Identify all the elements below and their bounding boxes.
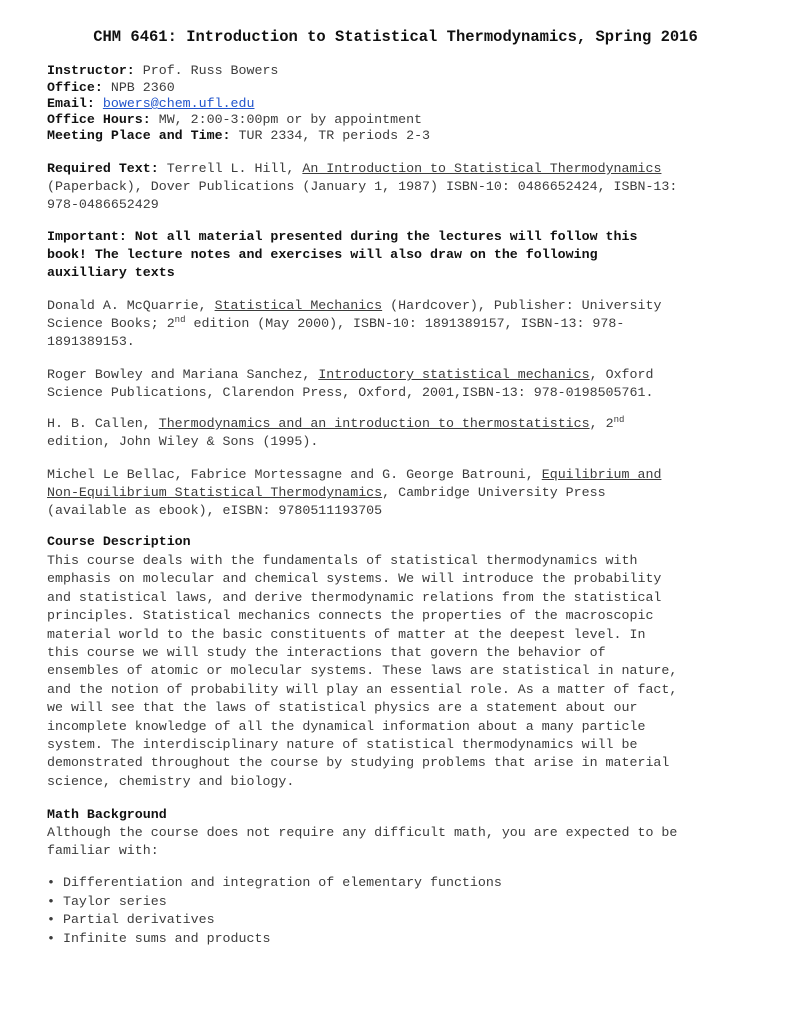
reference-1-edition-post: edition (May 2000), ISBN-10: 1891389157, ISBN-13: 978- bbox=[185, 316, 625, 331]
reference-2-title: Introductory statistical mechanics bbox=[318, 367, 590, 382]
required-text-line bbox=[47, 160, 661, 178]
meeting-line bbox=[47, 127, 430, 145]
reference-1-line-2 bbox=[47, 315, 624, 333]
reference-1-publisher: (Hardcover), Publisher: University bbox=[390, 298, 662, 313]
math-background-heading bbox=[47, 806, 167, 824]
math-background-line-1: Although the course does not require any difficult math, you are expected to be bbox=[47, 825, 678, 840]
reference-2-line-1 bbox=[47, 366, 653, 384]
reference-2-line-2: Science Publications, Clarendon Press, Oxford, 2001,ISBN-13: 978-0198505761. bbox=[47, 385, 654, 400]
math-bullet-item: • Partial derivatives bbox=[47, 912, 215, 927]
reference-3-line-2: edition, John Wiley & Sons (1995). bbox=[47, 434, 319, 449]
important-note-line-1 bbox=[47, 228, 637, 246]
reference-4-line-2 bbox=[47, 484, 606, 502]
reference-4-post: , Cambridge University Press bbox=[382, 485, 606, 500]
required-book-title: An Introduction to Statistical Thermodynamics bbox=[302, 161, 662, 176]
reference-4-authors: Michel Le Bellac, Fabrice Mortessagne and G. George Batrouni, bbox=[47, 467, 534, 482]
important-text-3: auxilliary texts bbox=[47, 265, 175, 280]
course-description-line: emphasis on molecular and chemical systems. We will introduce the probability bbox=[47, 571, 662, 587]
course-description-line: incomplete knowledge of all the dynamical information about a many particle bbox=[47, 718, 646, 734]
reference-1-sup: nd bbox=[174, 315, 186, 325]
page-title: CHM 6461: Introduction to Statistical Thermodynamics, Spring 2016 bbox=[93, 28, 698, 46]
email-label: Email: bbox=[47, 96, 95, 111]
course-description-line: demonstrated throughout the course by studying problems that arise in material bbox=[47, 755, 670, 771]
math-bullet-item: • Infinite sums and products bbox=[47, 930, 271, 946]
reference-1-author: Donald A. McQuarrie, bbox=[47, 298, 207, 313]
reference-3-post: , 2 bbox=[589, 416, 614, 431]
math-bullet-item: • Taylor series bbox=[47, 893, 167, 909]
course-description-line: we will see that the laws of statistical physics are a statement about our bbox=[47, 700, 638, 716]
office-value: NPB 2360 bbox=[110, 80, 175, 95]
required-text-line-3: 978-0486652429 bbox=[47, 197, 159, 212]
course-description-heading-text: Course Description bbox=[47, 534, 191, 549]
course-description-line: and the notion of probability will play an essential role. As a matter of fact, bbox=[47, 681, 678, 697]
course-description-line: science, chemistry and biology. bbox=[47, 773, 295, 789]
reference-2-post: , Oxford bbox=[589, 367, 654, 382]
meeting-label: Meeting Place and Time: bbox=[47, 128, 231, 143]
reference-3-sup: nd bbox=[613, 415, 625, 425]
office-label: Office: bbox=[47, 80, 103, 95]
instructor-line bbox=[47, 62, 278, 80]
reference-3-line-1 bbox=[47, 415, 624, 433]
important-text-2: book! The lecture notes and exercises will also draw on the following bbox=[47, 247, 598, 262]
course-description-line: principles. Statistical mechanics connects the properties of the macroscopic bbox=[47, 608, 654, 624]
reference-1-title: Statistical Mechanics bbox=[214, 298, 383, 313]
office-hours-value: MW, 2:00-3:00pm or by appointment bbox=[158, 112, 423, 127]
math-background-heading-text: Math Background bbox=[47, 807, 167, 822]
office-hours-label: Office Hours: bbox=[47, 112, 151, 127]
instructor-label: Instructor: bbox=[47, 63, 135, 78]
course-description-line: and statistical laws, and derive thermodynamic relations from the statistical bbox=[47, 589, 662, 605]
required-author: Terrell L. Hill, bbox=[166, 161, 295, 176]
required-text-line-2: (Paperback), Dover Publications (January 1, 1987) ISBN-10: 0486652424, ISBN-13: bbox=[47, 179, 678, 194]
instructor-value: Prof. Russ Bowers bbox=[142, 63, 279, 78]
math-bullet-item: • Differentiation and integration of elementary functions bbox=[47, 875, 502, 890]
course-description-line: system. The interdisciplinary nature of statistical thermodynamics will be bbox=[47, 737, 638, 752]
required-text-label: Required Text: bbox=[47, 161, 159, 176]
math-background-line-2: familiar with: bbox=[47, 843, 159, 858]
important-text-1: Important: Not all material presented during the lectures will follow this bbox=[47, 229, 638, 244]
course-description-line: this course we will study the interactions that govern the behavior of bbox=[47, 645, 606, 660]
course-description-line: material world to the basic constituents of matter at the deepest level. In bbox=[47, 626, 646, 642]
course-description-heading bbox=[47, 533, 191, 551]
reference-1-line-3: 1891389153. bbox=[47, 334, 135, 349]
reference-3-title: Thermodynamics and an introduction to thermostatistics bbox=[158, 416, 590, 431]
reference-4-line-3: (available as ebook), eISBN: 9780511193705 bbox=[47, 503, 383, 518]
reference-1-edition-pre: Science Books; 2 bbox=[47, 316, 175, 331]
important-note-line-2 bbox=[47, 246, 598, 264]
reference-4-title-2: Non-Equilibrium Statistical Thermodynamics bbox=[47, 485, 383, 500]
reference-4-title-1: Equilibrium and bbox=[541, 467, 662, 482]
reference-4-line-1 bbox=[47, 466, 661, 484]
reference-3-author: H. B. Callen, bbox=[47, 416, 151, 431]
course-description-line: ensembles of atomic or molecular systems. These laws are statistical in nature, bbox=[47, 663, 678, 679]
email-link[interactable]: bowers@chem.ufl.edu bbox=[102, 96, 255, 111]
important-note-line-3 bbox=[47, 264, 175, 282]
reference-1-line-1 bbox=[47, 297, 661, 315]
meeting-value: TUR 2334, TR periods 2-3 bbox=[238, 128, 431, 143]
reference-2-author: Roger Bowley and Mariana Sanchez, bbox=[47, 367, 311, 382]
course-description-line: This course deals with the fundamentals of statistical thermodynamics with bbox=[47, 553, 638, 568]
